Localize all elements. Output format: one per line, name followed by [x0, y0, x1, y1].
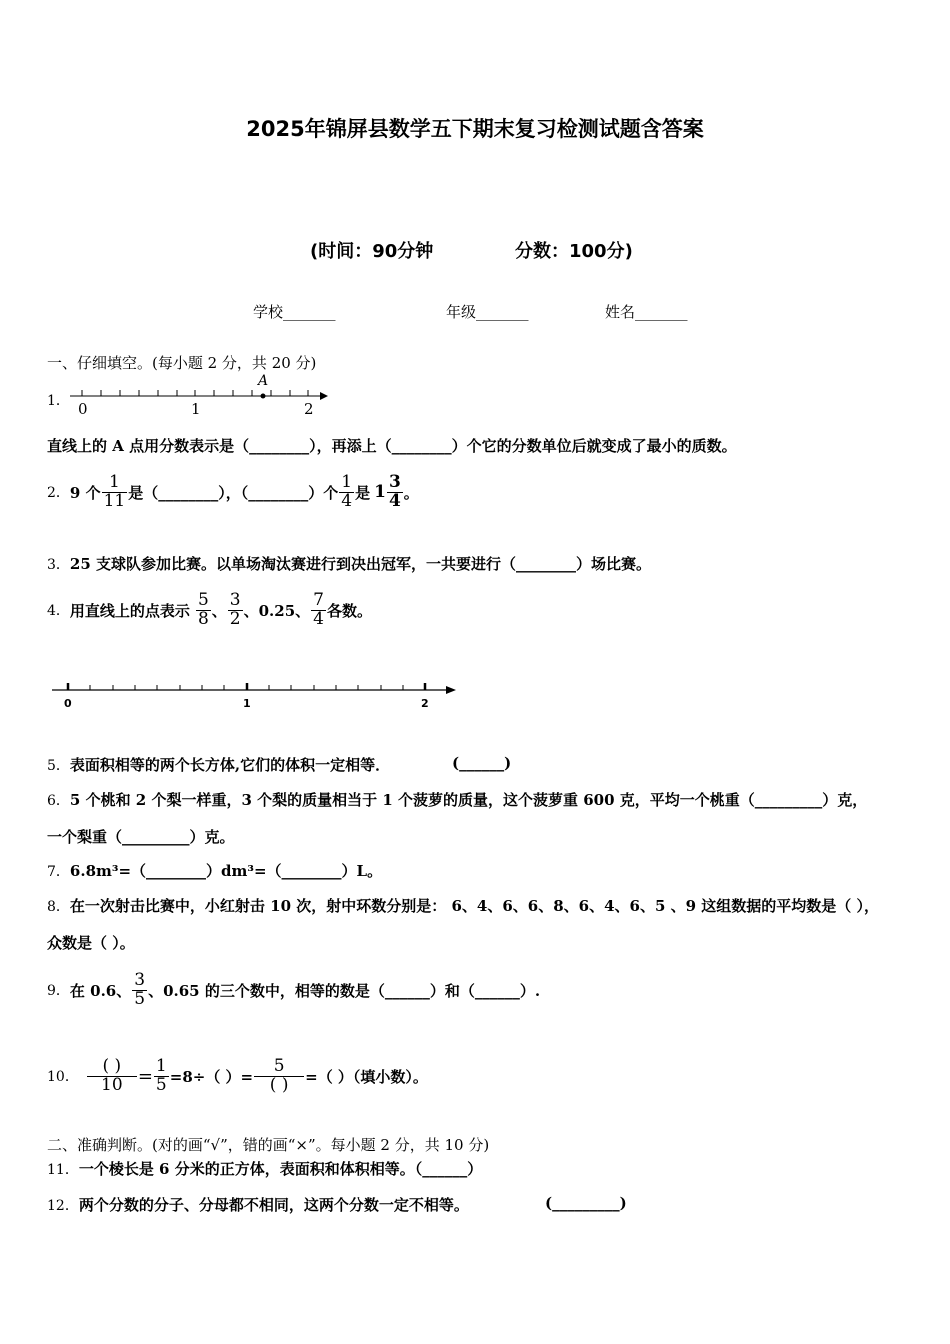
q2-text-b: 是（________），（________）个: [128, 483, 339, 502]
denominator: 11: [103, 490, 126, 511]
denominator: 4: [341, 490, 353, 511]
q9-fraction: [132, 969, 147, 1009]
denominator: 4: [313, 608, 324, 629]
numerator: 3: [134, 969, 146, 990]
numerator: 7: [313, 589, 324, 610]
q3-text: 25 支球队参加比赛。以单场淘汰赛进行到决出冠军，一共要进行（________）场比赛。: [69, 555, 652, 573]
q8-line-2: 众数是（ ）。: [47, 934, 135, 952]
q10-fraction-2: [154, 1055, 169, 1095]
q5-answer-blank[interactable]: (______): [452, 754, 512, 772]
q5-text: 表面积相等的两个长方体,它们的体积一定相等．: [69, 756, 391, 774]
q10-fraction-3: [254, 1055, 304, 1095]
numerator: 5: [273, 1055, 285, 1076]
q11-number: 11．: [47, 1162, 79, 1178]
exam-score: 分数：100分): [515, 241, 633, 262]
q2-fraction-3: [387, 471, 403, 511]
numerator: 1: [341, 471, 353, 492]
q6-line-2: 一个梨重（_________）克。: [47, 828, 235, 846]
denominator: 8: [197, 608, 209, 629]
denominator: 5: [134, 988, 146, 1009]
q5-number: 5．: [47, 758, 70, 774]
tick-label-0: 0: [64, 697, 72, 710]
point-a-marker: [261, 394, 266, 399]
q4-fraction-3: [311, 589, 326, 629]
q2-fraction-2: [339, 471, 354, 511]
q2-row: [47, 468, 419, 516]
q10-number: 10．: [47, 1069, 79, 1085]
q2-text-c: 是: [355, 483, 371, 502]
q1-text: 直线上的 A 点用分数表示是（________），再添上（________）个它的分数单位后就变成了最小的质数。: [47, 437, 737, 455]
tick-label-1: 1: [243, 697, 251, 710]
q11-text: 一个棱长是 6 分米的正方体，表面积和体积相等。（______）: [78, 1160, 483, 1178]
q3-number: 3．: [47, 557, 70, 573]
section-2-heading: 二、准确判断。(对的画“√”，错的画“×”。每小题 2 分，共 10 分): [47, 1136, 490, 1154]
q12-text: 两个分数的分子、分母都不相同，这两个分数一定不相等。: [78, 1196, 469, 1214]
q4-end: 各数。: [326, 601, 372, 620]
tick-label-2: 2: [304, 400, 314, 418]
numerator: 1: [109, 471, 120, 492]
q2-end: 。: [403, 483, 419, 502]
q10-middle: =8÷（ ）=: [169, 1067, 254, 1086]
tick-label-0: 0: [78, 400, 88, 418]
numerator: 1: [155, 1055, 167, 1076]
q2-number: 2．: [47, 485, 70, 501]
q11-row: [47, 1158, 482, 1179]
q10-end: =（ ）（填小数）。: [305, 1067, 428, 1086]
q2-text-a: 9 个: [69, 483, 101, 502]
q4-mid: 、0.25、: [243, 601, 311, 620]
section-1-heading: 一、仔细填空。(每小题 2 分，共 20 分): [47, 354, 317, 372]
q4-fraction-1: [196, 589, 211, 629]
q9-text-b: 、0.65 的三个数中，相等的数是（______）和（______）.: [148, 981, 541, 1000]
exam-time: (时间：90分钟: [310, 241, 434, 262]
q5-row: [47, 754, 390, 775]
numerator: 3: [388, 471, 401, 492]
denominator: 10: [87, 1076, 137, 1095]
page-title: 2025年锦屏县数学五下期末复习检测试题含答案: [246, 117, 704, 141]
q9-text-a: 在 0.6、: [69, 981, 132, 1000]
q8-row: [47, 895, 879, 916]
numerator: 3: [229, 589, 241, 610]
q12-number: 12．: [47, 1198, 79, 1214]
denominator: 5: [155, 1074, 167, 1095]
q4-sep: 、: [211, 601, 227, 620]
q2-fraction-1: [102, 471, 128, 511]
q10-fraction-1: [87, 1055, 137, 1095]
q12-row: [47, 1194, 469, 1215]
point-a-label: A: [258, 373, 269, 389]
q10-row: [47, 1046, 428, 1106]
name-field[interactable]: 姓名_______: [605, 303, 688, 321]
q4-row: [47, 586, 372, 634]
q4-number-line: [50, 676, 460, 716]
q8-line-1: 在一次射击比赛中，小红射击 10 次，射中环数分别是： 6、4、6、6、8、6、4、6、5 、9 这组数据的平均数是（ ），: [69, 897, 880, 915]
q2-mixed-whole: 1: [374, 482, 386, 502]
q10-equals: =: [137, 1065, 153, 1087]
q9-number: 9．: [47, 983, 70, 999]
q12-answer-blank[interactable]: (_________): [545, 1194, 627, 1212]
grade-field[interactable]: 年级_______: [446, 303, 529, 321]
denominator: ( ): [254, 1076, 304, 1095]
tick-label-1: 1: [191, 400, 201, 418]
q4-fraction-2: [228, 589, 243, 629]
school-field[interactable]: 学校_______: [253, 303, 336, 321]
denominator: 2: [229, 608, 241, 629]
q6-number: 6．: [47, 793, 70, 809]
q6-row: [47, 789, 867, 810]
tick-label-2: 2: [421, 697, 429, 710]
q7-text: 6.8m³=（________）dm³=（________）L。: [69, 862, 383, 880]
q1-number-line: [68, 370, 330, 418]
q7-row: [47, 860, 382, 881]
q9-row: [47, 964, 540, 1016]
numerator: ( ): [102, 1055, 122, 1076]
q4-text-a: 用直线上的点表示: [69, 601, 190, 620]
q8-number: 8．: [47, 899, 70, 915]
q6-line-1: 5 个桃和 2 个梨一样重，3 个梨的质量相当于 1 个菠萝的质量，这个菠萝重 600 克，平均一个桃重（_________）克，: [69, 791, 868, 809]
numerator: 5: [197, 589, 209, 610]
q1-number: 1．: [47, 393, 70, 409]
q4-number: 4．: [47, 603, 70, 619]
q7-number: 7．: [47, 864, 70, 880]
denominator: 4: [388, 490, 401, 511]
q3-row: [47, 553, 651, 574]
